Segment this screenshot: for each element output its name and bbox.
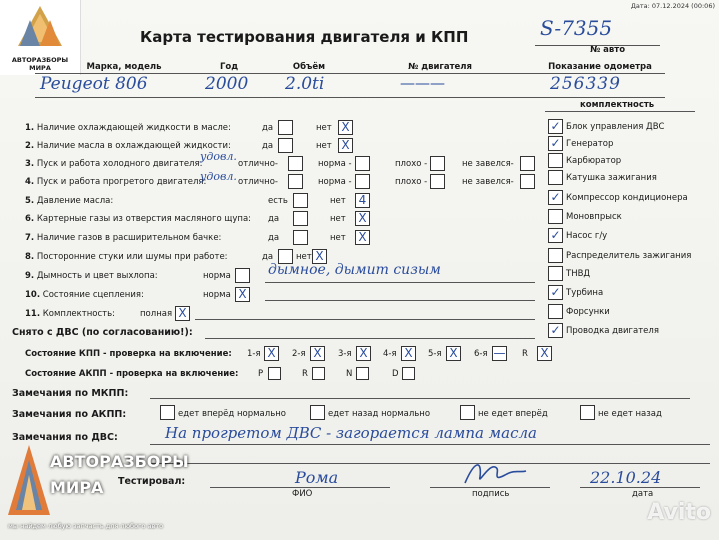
- logo-line2: МИРА: [29, 64, 51, 72]
- logo-emblem-icon: [4, 440, 54, 520]
- kit-checkbox[interactable]: [548, 209, 563, 224]
- opt-no-start: не завелся-: [462, 177, 514, 187]
- kit-checkbox[interactable]: [548, 153, 563, 168]
- akpp-remark-checkbox[interactable]: [460, 405, 475, 420]
- handwritten-note: удовл.: [200, 150, 237, 163]
- q-num: 4.: [25, 177, 35, 187]
- opt-no: нет: [316, 123, 332, 133]
- question-text: Давление масла:: [36, 196, 114, 206]
- q-num: 7.: [25, 233, 35, 243]
- kit-checkbox[interactable]: [548, 170, 563, 185]
- volume-value: 2.0ti: [285, 74, 325, 94]
- logo-top: [0, 0, 81, 75]
- kit-item: Распределитель зажигания: [566, 251, 692, 261]
- kit-item: Компрессор кондиционера: [566, 193, 688, 203]
- akpp-remark-option: едет вперёд нормально: [178, 409, 286, 419]
- date-value: 22.10.24: [590, 468, 662, 487]
- opt-present: есть: [268, 196, 288, 206]
- removed-label: Снято с ДВС (по согласованию!):: [12, 327, 193, 338]
- checkbox-yes[interactable]: [278, 120, 293, 135]
- question-text: Дымность и цвет выхлопа:: [36, 271, 158, 281]
- opt-no: нет: [316, 141, 332, 151]
- checkbox-excellent[interactable]: [288, 174, 303, 189]
- kit-item: Моновпрыск: [566, 212, 622, 222]
- brand-label: Марка, модель: [86, 62, 162, 72]
- opt-yes: да: [262, 141, 274, 151]
- akpp-gear-label: N: [346, 369, 353, 379]
- q-num: 11.: [25, 309, 41, 319]
- q-num: 3.: [25, 159, 35, 169]
- checkbox-bad[interactable]: [430, 174, 445, 189]
- akpp-remark-checkbox[interactable]: [310, 405, 325, 420]
- engine-number-label: № двигателя: [408, 62, 472, 72]
- gear-checkbox[interactable]: X: [401, 346, 416, 361]
- opt-yes: да: [262, 252, 274, 262]
- fio-label: ФИО: [292, 489, 313, 499]
- question-text: Пуск и работа прогретого двигателя:: [36, 177, 207, 187]
- signature-label: подпись: [472, 489, 510, 499]
- akpp-gear-label: D: [392, 369, 399, 379]
- question-text: Состояние сцепления:: [42, 290, 144, 300]
- kit-item: Катушка зажигания: [566, 173, 657, 183]
- checkbox-no[interactable]: X: [312, 249, 327, 264]
- checkbox-no[interactable]: 4: [355, 193, 370, 208]
- akpp-remark-option: не едет вперёд: [478, 409, 548, 419]
- kpp-label: Состояние КПП - проверка на включение:: [25, 349, 232, 359]
- logo-line1: АВТОРАЗБОРЫ: [11, 56, 69, 64]
- checkbox-excellent[interactable]: [288, 156, 303, 171]
- opt-normal: норма -: [318, 159, 352, 169]
- akpp-gear-checkbox[interactable]: [402, 367, 415, 380]
- opt-full: полная: [140, 309, 173, 319]
- kit-checkbox[interactable]: ✓: [548, 323, 563, 338]
- gear-checkbox[interactable]: X: [310, 346, 325, 361]
- gear-checkbox[interactable]: X: [264, 346, 279, 361]
- kit-checkbox[interactable]: [548, 266, 563, 281]
- dvs-remarks-label: Замечания по ДВС:: [12, 432, 118, 443]
- engine-number-value: ———: [400, 74, 445, 92]
- checkbox-no-start[interactable]: [520, 174, 535, 189]
- opt-no: нет: [330, 233, 346, 243]
- volume-label: Объём: [292, 62, 326, 72]
- kit-checkbox[interactable]: ✓: [548, 136, 563, 151]
- date-label: дата: [632, 489, 654, 499]
- akpp-label: Состояние АКПП - проверка на включение:: [25, 369, 239, 379]
- checkbox-no-start[interactable]: [520, 156, 535, 171]
- handwritten-note: удовл.: [200, 170, 237, 183]
- gear-checkbox[interactable]: —: [493, 346, 506, 360]
- kit-item: Форсунки: [566, 307, 610, 317]
- gear-label: 3-я: [338, 349, 352, 359]
- akpp-gear-label: R: [302, 369, 308, 379]
- checkbox-no[interactable]: X: [355, 230, 370, 245]
- kit-item: Проводка двигателя: [566, 326, 659, 336]
- checkbox-present[interactable]: [293, 193, 308, 208]
- akpp-gear-checkbox[interactable]: [356, 367, 369, 380]
- q-num: 1.: [25, 123, 35, 133]
- checkbox-full[interactable]: X: [175, 306, 190, 321]
- gear-label: 5-я: [428, 349, 442, 359]
- gear-label: 4-я: [383, 349, 397, 359]
- question-text: Наличие газов в расширительном бачке:: [36, 233, 222, 243]
- year-value: 2000: [205, 74, 249, 94]
- odometer-value: 256339: [550, 74, 621, 94]
- opt-yes: да: [262, 123, 274, 133]
- opt-no: нет: [296, 252, 312, 262]
- kit-checkbox[interactable]: [548, 304, 563, 319]
- odometer-label: Показание одометра: [548, 62, 652, 72]
- kit-checkbox[interactable]: ✓: [548, 190, 563, 205]
- tested-label: Тестировал:: [118, 476, 186, 487]
- date-stamp: Дата: 07.12.2024 (00:06): [630, 2, 715, 10]
- checkbox-normal[interactable]: [235, 268, 250, 283]
- opt-no: нет: [330, 214, 346, 224]
- question-text: Комплектность:: [42, 309, 115, 319]
- kit-checkbox[interactable]: ✓: [548, 119, 563, 134]
- kit-item: ТНВД: [566, 269, 591, 279]
- kit-title: комплектность: [580, 100, 655, 110]
- akpp-remark-checkbox[interactable]: [160, 405, 175, 420]
- q-num: 6.: [25, 214, 35, 224]
- opt-excellent: отлично-: [238, 159, 278, 169]
- checkbox-no[interactable]: X: [338, 138, 353, 153]
- gear-checkbox[interactable]: X: [446, 346, 461, 361]
- checkbox-no[interactable]: X: [338, 120, 353, 135]
- akpp-gear-label: P: [258, 369, 264, 379]
- opt-normal: норма: [203, 290, 231, 300]
- opt-excellent: отлично-: [238, 177, 278, 187]
- gear-label: R: [522, 349, 528, 359]
- checkbox-normal[interactable]: X: [235, 287, 250, 302]
- q-num: 9.: [25, 271, 35, 281]
- exhaust-note: дымное, дымит сизым: [268, 262, 441, 278]
- akpp-gear-checkbox[interactable]: [312, 367, 325, 380]
- page-title: Карта тестирования двигателя и КПП: [140, 28, 469, 46]
- gear-label: 6-я: [474, 349, 488, 359]
- checkbox-bad[interactable]: [430, 156, 445, 171]
- q-num: 5.: [25, 196, 35, 206]
- tester-name: Рома: [295, 468, 339, 487]
- opt-yes: да: [268, 214, 280, 224]
- question-text: Посторонние стуки или шумы при работе:: [36, 252, 228, 262]
- akpp-remark-option: не едет назад: [598, 409, 662, 419]
- opt-no: нет: [330, 196, 346, 206]
- checkbox-yes[interactable]: [293, 230, 308, 245]
- logo-emblem-icon: [0, 0, 80, 52]
- kit-item: Блок управления ДВС: [566, 122, 665, 132]
- opt-normal: норма -: [318, 177, 352, 187]
- logo-bottom-line1: АВТОРАЗБОРЫ: [50, 452, 189, 471]
- gear-checkbox[interactable]: X: [356, 346, 371, 361]
- q-num: 8.: [25, 252, 35, 262]
- logo-bottom-line2: МИРА: [50, 478, 104, 497]
- logo-tagline: мы найдем любую запчасть для любого авто: [8, 522, 164, 530]
- gear-checkbox[interactable]: X: [537, 346, 552, 361]
- year-label: Год: [219, 62, 239, 72]
- opt-no-start: не завелся-: [462, 159, 514, 169]
- checkbox-no[interactable]: X: [355, 211, 370, 226]
- kit-checkbox[interactable]: ✓: [548, 285, 563, 300]
- akpp-remark-option: едет назад нормально: [328, 409, 431, 419]
- akpp-remarks-label: Замечания по АКПП:: [12, 409, 127, 420]
- checkbox-normal[interactable]: [355, 156, 370, 171]
- akpp-remark-checkbox[interactable]: [580, 405, 595, 420]
- question-text: Картерные газы из отверстия масляного щупа:: [36, 214, 252, 224]
- question-text: Наличие охлаждающей жидкости в масле:: [36, 123, 231, 133]
- akpp-gear-checkbox[interactable]: [268, 367, 281, 380]
- q-num: 2.: [25, 141, 35, 151]
- brand-value: Peugeot 806: [40, 74, 148, 94]
- kit-checkbox[interactable]: [548, 248, 563, 263]
- opt-bad: плохо -: [395, 177, 428, 187]
- question-text: Пуск и работа холодного двигателя:: [36, 159, 203, 169]
- signature-icon: [460, 455, 530, 490]
- question-text: Наличие масла в охлаждающей жидкости:: [36, 141, 231, 151]
- kit-item: Турбина: [566, 288, 604, 298]
- checkbox-yes[interactable]: [278, 138, 293, 153]
- kit-item: Насос г/у: [566, 231, 608, 241]
- kit-item: Генератор: [566, 139, 614, 149]
- checkbox-normal[interactable]: [355, 174, 370, 189]
- kit-checkbox[interactable]: ✓: [548, 228, 563, 243]
- card-number-value: S-7355: [540, 16, 613, 40]
- gear-label: 1-я: [247, 349, 261, 359]
- opt-bad: плохо -: [395, 159, 428, 169]
- mkpp-remarks-label: Замечания по МКПП:: [12, 388, 129, 399]
- checkbox-yes[interactable]: [293, 211, 308, 226]
- avito-watermark: Avito: [647, 500, 711, 525]
- kit-item: Карбюратор: [566, 156, 622, 166]
- q-num: 10.: [25, 290, 41, 300]
- dvs-remarks-value: На прогретом ДВС - загорается лампа масла: [165, 424, 537, 442]
- gear-label: 2-я: [292, 349, 306, 359]
- opt-normal: норма: [203, 271, 231, 281]
- opt-yes: да: [268, 233, 280, 243]
- card-number-label: № авто: [590, 45, 626, 55]
